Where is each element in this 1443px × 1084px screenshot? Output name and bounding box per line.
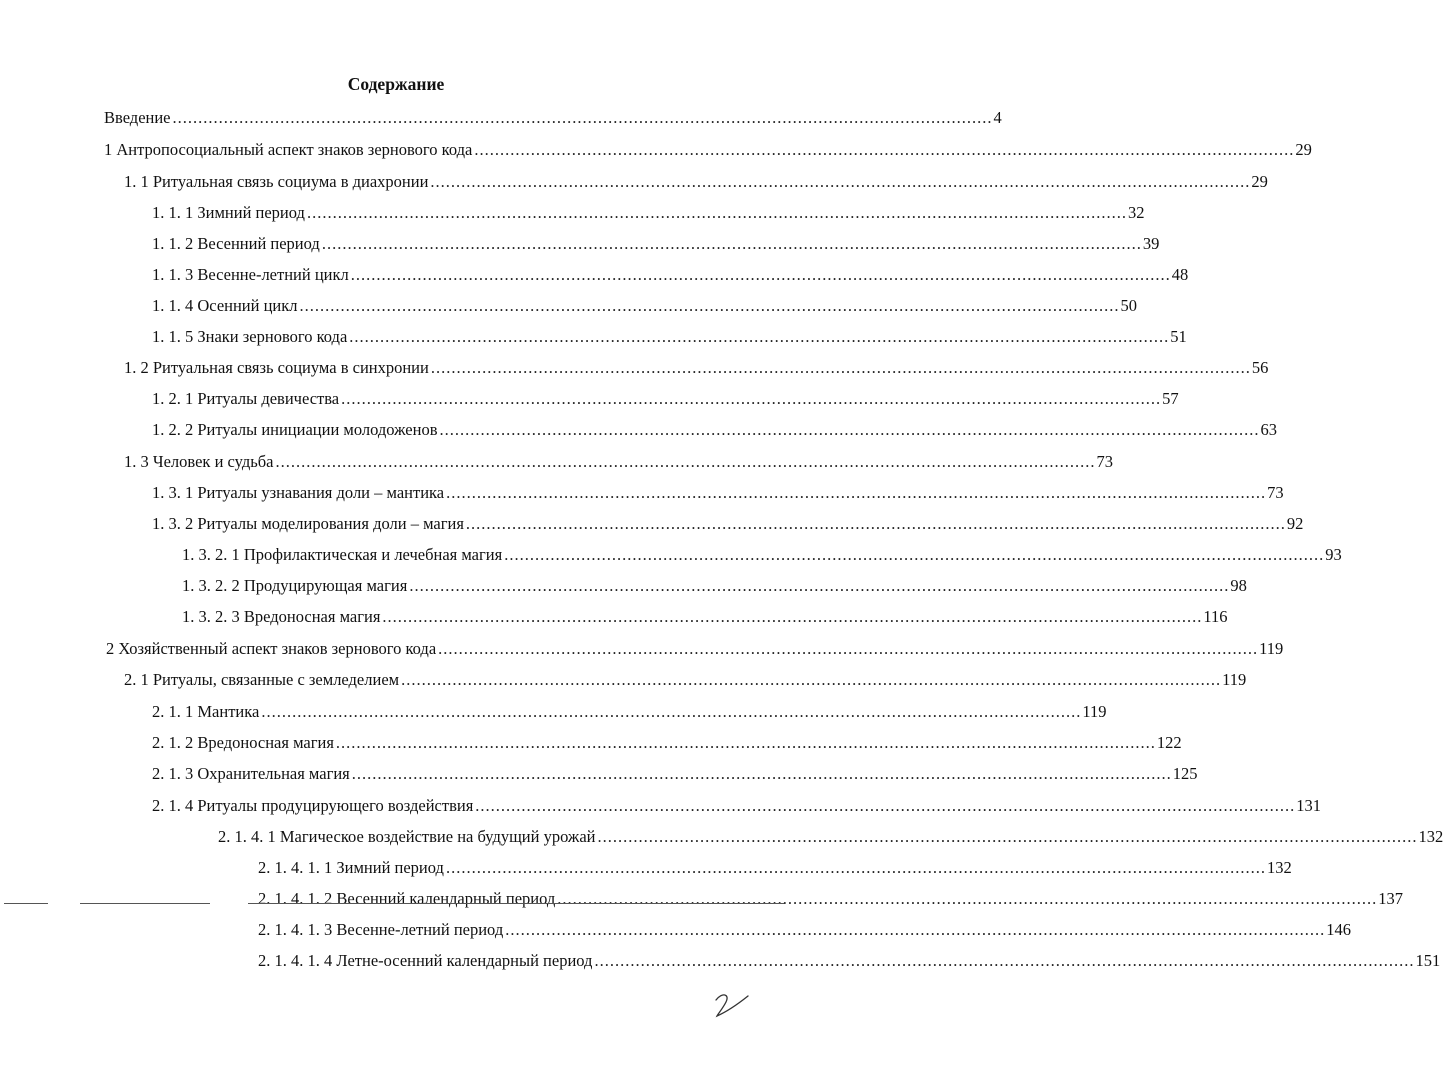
toc-entry-page: 131 [1296,796,1322,815]
toc-entry-page: 125 [1172,764,1198,783]
toc-entry-page: 122 [1156,733,1182,752]
toc-entry-label: 1. 1. 2 Весенний период [152,234,320,253]
toc-leader-dots: ................................................................................................................................................................ [306,203,1127,222]
toc-entry-label: 2. 1. 4 Ритуалы продуцирующего воздействия [152,796,474,815]
toc-entry-page: 51 [1170,327,1187,346]
toc-entry-label: 1. 3. 2. 1 Профилактическая и лечебная магия [182,545,503,564]
toc-entry-label: 1 Антропосоциальный аспект знаков зернового кода [104,140,473,159]
toc-entry-page: 132 [1266,858,1292,877]
toc-entry-label: 1. 1. 1 Зимний период [152,203,305,222]
toc-entry-label: Введение [104,108,171,127]
toc-leader-dots: ................................................................................................................................................................ [439,420,1260,439]
toc-leader-dots: ................................................................................................................................................................ [430,358,1251,377]
toc-leader-dots: ................................................................................................................................................................ [261,702,1082,721]
toc-entry-label: 2. 1 Ритуалы, связанные с земледелием [124,670,400,689]
toc-leader-dots: ................................................................................................................................................................ [594,951,1415,970]
toc-leader-dots: ................................................................................................................................................................ [349,327,1170,346]
toc-entry [152,325,1187,347]
toc-entry-page: 98 [1230,576,1247,595]
toc-entry [182,605,1228,627]
toc-entry [104,106,1002,128]
toc-entry-page: 92 [1286,514,1304,533]
toc-entry-label: 1. 1 Ритуальная связь социума в диахронии [124,172,429,191]
toc-entry-label: 2. 1. 2 Вредоносная магия [152,733,334,752]
toc-leader-dots: ................................................................................................................................................................ [505,920,1326,939]
toc-entry [218,825,1443,847]
toc-entry [258,949,1441,971]
toc-entry-page: 73 [1267,483,1284,502]
toc-entry-label: 1. 1. 3 Весенне-летний цикл [152,265,349,284]
toc-entry-page: 4 [993,108,1002,127]
toc-entry-label: 1. 2. 1 Ритуалы девичества [152,389,340,408]
toc-entry-page: 116 [1203,607,1228,626]
toc-entry-label: 2 Хозяйственный аспект знаков зернового кода [106,639,437,658]
toc-leader-dots: ................................................................................................................................................................ [335,733,1156,752]
toc-entry [152,418,1278,440]
toc-leader-dots: ................................................................................................................................................................ [557,889,1378,908]
toc-entry [152,794,1322,816]
toc-entry-label: 1. 2 Ритуальная связь социума в синхронии [124,358,429,377]
toc-title: Содержание [347,74,445,94]
toc-entry-label: 2. 1. 4. 1 Магическое воздействие на будущий урожай [218,827,596,846]
toc-entry-label: 2. 1. 4. 1. 2 Весенний календарный период [258,889,556,908]
toc-entry-label: 1. 3. 1 Ритуалы узнавания доли – мантика [152,483,445,502]
toc-entry-label: 1. 3. 2. 3 Вредоносная магия [182,607,381,626]
toc-entry [152,263,1189,285]
toc-entry [258,856,1292,878]
toc-entry [182,574,1247,596]
toc-leader-dots: ................................................................................................................................................................ [465,514,1286,533]
toc-leader-dots: ................................................................................................................................................................ [275,452,1096,471]
toc-entry-page: 48 [1171,265,1189,284]
toc-entry-label: 2. 1. 4. 1. 3 Весенне-летний период [258,920,504,939]
toc-leader-dots: ................................................................................................................................................................ [350,265,1171,284]
toc-leader-dots: ................................................................................................................................................................ [351,764,1172,783]
toc-entry-page: 29 [1251,172,1268,191]
toc-entry-page: 32 [1127,203,1145,222]
toc-entry [258,887,1404,909]
toc-entry-label: 1. 3. 2. 2 Продуцирующая магия [182,576,408,595]
toc-entry-label: 1. 1. 4 Осенний цикл [152,296,298,315]
toc-entry [152,731,1182,753]
toc-leader-dots: ................................................................................................................................................................ [382,607,1203,626]
toc-entry-page: 93 [1325,545,1342,564]
toc-entry-page: 73 [1096,452,1113,471]
toc-entry-label: 1. 3 Человек и судьба [124,452,274,471]
toc-leader-dots: ................................................................................................................................................................ [299,296,1120,315]
toc-entry-label: 2. 1. 4. 1. 4 Летне-осенний календарный период [258,951,593,970]
toc-entry-page: 29 [1295,140,1312,159]
toc-entry [152,294,1137,316]
scan-line-artifact [4,903,48,904]
toc-entry-label: 2. 1. 3 Охранительная магия [152,764,350,783]
toc-entry-page: 39 [1142,234,1160,253]
toc-entry [258,918,1351,940]
toc-entry-page: 132 [1418,827,1443,846]
toc-entry-page: 119 [1222,670,1247,689]
toc-leader-dots: ................................................................................................................................................................ [409,576,1230,595]
toc-leader-dots: ................................................................................................................................................................ [445,858,1266,877]
toc-entry-label: 1. 2. 2 Ритуалы инициации молодоженов [152,420,438,439]
toc-entry-page: 57 [1162,389,1179,408]
scan-line-artifact [80,903,210,904]
toc-leader-dots: ................................................................................................................................................................ [172,108,993,127]
toc-entry [124,668,1247,690]
toc-entry [152,387,1179,409]
toc-leader-dots: ................................................................................................................................................................ [475,796,1296,815]
toc-leader-dots: ................................................................................................................................................................ [474,140,1295,159]
toc-entry [152,232,1160,254]
toc-leader-dots: ................................................................................................................................................................ [597,827,1418,846]
toc-entry-label: 1. 3. 2 Ритуалы моделирования доли – магия [152,514,464,533]
toc-entry-page: 119 [1082,702,1107,721]
toc-entry-label: 2. 1. 1 Мантика [152,702,260,721]
toc-entry [124,450,1113,472]
handwritten-page-number [712,990,752,1020]
toc-entry-page: 50 [1120,296,1137,315]
toc-entry-label: 2. 1. 4. 1. 1 Зимний период [258,858,444,877]
toc-entry [152,512,1304,534]
toc-leader-dots: ................................................................................................................................................................ [401,670,1222,689]
toc-leader-dots: ................................................................................................................................................................ [321,234,1142,253]
toc-entry-page: 63 [1260,420,1278,439]
toc-entry [152,201,1145,223]
toc-leader-dots: ................................................................................................................................................................ [446,483,1267,502]
toc-entry-page: 137 [1378,889,1404,908]
toc-entry [124,170,1268,192]
toc-entry [152,700,1107,722]
toc-leader-dots: ................................................................................................................................................................ [430,172,1251,191]
scan-line-artifact [248,903,784,904]
toc-entry [152,762,1198,784]
toc-entry-page: 151 [1415,951,1441,970]
toc-entry-page: 56 [1251,358,1269,377]
toc-entry-label: 1. 1. 5 Знаки зернового кода [152,327,348,346]
toc-entry [124,356,1269,378]
toc-entry [104,138,1312,160]
toc-entry [152,481,1284,503]
toc-leader-dots: ................................................................................................................................................................ [341,389,1162,408]
toc-entry-page: 146 [1326,920,1351,939]
toc-leader-dots: ................................................................................................................................................................ [438,639,1259,658]
toc-entry-page: 119 [1259,639,1284,658]
toc-entry [106,637,1284,659]
toc-entry [182,543,1342,565]
toc-leader-dots: ................................................................................................................................................................ [504,545,1325,564]
